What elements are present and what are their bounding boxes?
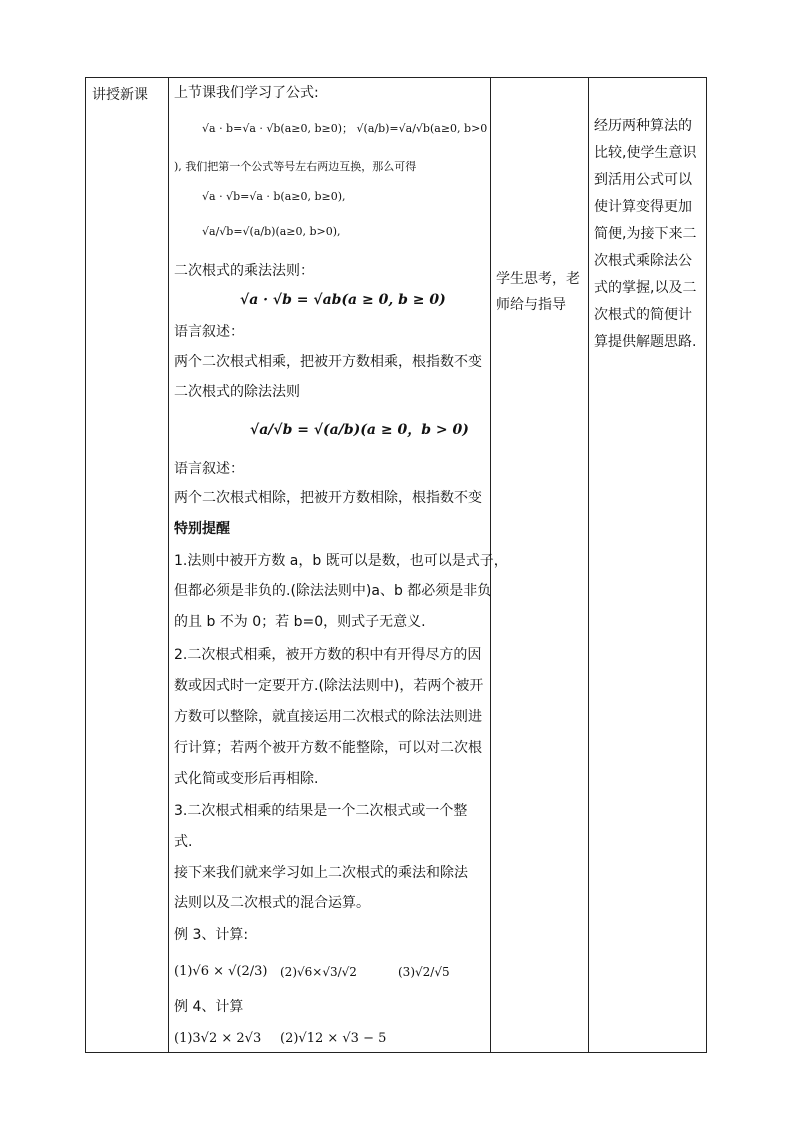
next-text-line-2: 法则以及二次根式的混合运算。 (174, 895, 370, 911)
note-2-line-2: 数或因式时一定要开方.(除法法则中)，若两个被开 (174, 678, 484, 694)
formula-line-1 (202, 120, 492, 138)
design-intent-cell (588, 78, 708, 1052)
example-3-item-2: (2)√6×√3/√2 (280, 965, 357, 979)
lesson-table (85, 77, 707, 1053)
note-3-line-1: 3.二次根式相乘的结果是一个二次根式或一个整 (174, 803, 468, 819)
note-1-line-1: 1.法则中被开方数 a，b 既可以是数，也可以是式子， (174, 553, 508, 569)
note-2-line-3: 方数可以整除，就直接运用二次根式的除法法则进 (174, 709, 482, 725)
next-text-line-1: 接下来我们就来学习如上二次根式的乘法和除法 (174, 865, 468, 881)
lang-desc-label-1: 语言叙述： (174, 324, 244, 340)
example-3-item-1: (1)√6 × √(2/3) (174, 964, 268, 979)
formula-1b: √(a/b)=√a/√b(a≥0, b>0 (356, 122, 488, 135)
student-activity-text: 学生思考，老师给与指导 (496, 271, 580, 313)
mul-rule-formula: √a · √b = √ab(a ≥ 0, b ≥ 0) (240, 292, 446, 308)
note-1-line-3: 的且 b 不为 0；若 b=0，则式子无意义. (174, 614, 426, 630)
note-1-line-2: 但都必须是非负的.(除法法则中)a、b 都必须是非负 (174, 583, 492, 599)
note-2-line-1: 2.二次根式相乘，被开方数的积中有开得尽方的因 (174, 647, 482, 663)
stage-label: 讲授新课 (92, 87, 148, 103)
example-3-item-3: (3)√2/√5 (398, 965, 450, 979)
intro-text: 上节课我们学习了公式: (174, 85, 319, 101)
note-2-line-5: 式化简或变形后再相除. (174, 771, 319, 787)
swap-formula-1: √a · √b=√a · b(a≥0, b≥0), (202, 190, 346, 203)
example-4-item-2: (2)√12 × √3 − 5 (280, 1031, 387, 1046)
lang-desc-label-2: 语言叙述： (174, 461, 244, 477)
note-3-line-2: 式. (174, 834, 193, 850)
design-intent-text: 经历两种算法的比较,使学生意识到活用公式可以使计算变得更加简便,为接下来二次根式乘除法公式的掌握,以及二次根式的简便计算提供解题思路. (594, 118, 697, 350)
student-activity-cell (490, 78, 588, 1052)
stage-cell (86, 78, 168, 1052)
mul-rule-title: 二次根式的乘法法则： (174, 263, 314, 279)
formula-1a: √a · b=√a · √b(a≥0, b≥0)； (202, 122, 354, 135)
example-4-title: 例 4、计算 (174, 999, 244, 1015)
note-2-line-4: 行计算；若两个被开方数不能整除，可以对二次根 (174, 740, 482, 756)
swap-formula-2: √a/√b=√(a/b)(a≥0, b>0), (202, 225, 341, 238)
mul-rule-desc: 两个二次根式相乘，把被开方数相乘，根指数不变 (174, 354, 482, 370)
example-3-title: 例 3、计算: (174, 927, 249, 943)
example-4-item-1: (1)3√2 × 2√3 (174, 1031, 262, 1046)
div-rule-title: 二次根式的除法法则 (174, 384, 300, 400)
content-cell (168, 78, 508, 1052)
special-note-title: 特别提醒 (174, 521, 230, 537)
continuation-text: ), 我们把第一个公式等号左右两边互换，那么可得 (174, 160, 417, 173)
div-rule-desc: 两个二次根式相除，把被开方数相除，根指数不变 (174, 490, 482, 506)
div-rule-formula: √a/√b = √(a/b)(a ≥ 0，b > 0) (250, 422, 469, 438)
